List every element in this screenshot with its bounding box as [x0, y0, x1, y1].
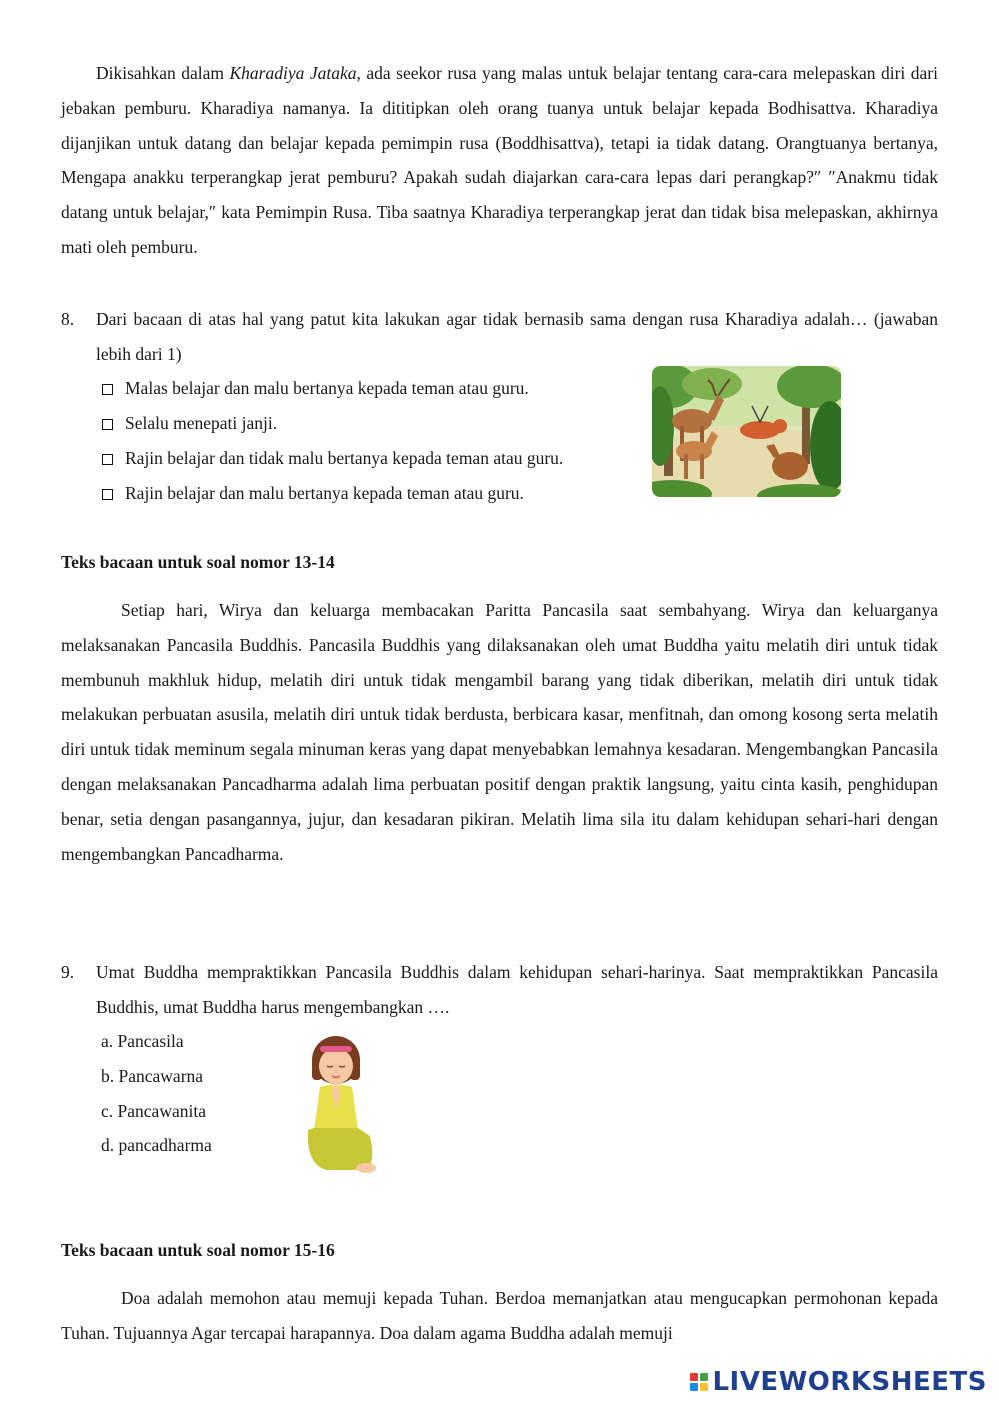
story1-title-italic: Kharadiya Jataka — [229, 63, 357, 83]
q8-option-2[interactable] — [102, 406, 277, 441]
q9-option-b-letter: b. — [101, 1066, 115, 1086]
brand-name: LIVEWORKSHEETS — [712, 1367, 987, 1397]
q9-option-a-label: Pancasila — [117, 1031, 184, 1051]
story-kharadiya-paragraph — [61, 56, 938, 265]
q9-option-c-letter: c. — [101, 1101, 114, 1121]
logo-tile-l — [690, 1373, 698, 1381]
q8-option-4[interactable] — [102, 476, 524, 511]
question-9 — [61, 955, 938, 1025]
question-9-number: 9. — [61, 962, 75, 982]
question-8-text: Dari bacaan di atas hal yang patut kita lakukan agar tidak bernasib sama dengan rusa Kharadiya adalah… (jawaban lebih dari 1) — [96, 309, 938, 364]
story-doa-paragraph: Doa adalah memohon atau memuji kepada Tuhan. Berdoa memanjatkan atau mengucapkan permohonan kepada Tuhan. Tujuannya Agar tercapai harapannya. Doa dalam agama Buddha adalah memuji — [61, 1288, 938, 1343]
logo-tile-i — [700, 1373, 708, 1381]
question-8-number: 8. — [61, 309, 75, 329]
question-8 — [61, 302, 938, 372]
q9-option-d-letter: d. — [101, 1135, 115, 1155]
checkbox-icon[interactable] — [102, 489, 113, 500]
q8-option-2-label: Selalu menepati janji. — [125, 413, 278, 433]
story1-lead: Dikisahkan dalam — [96, 63, 230, 83]
checkbox-icon[interactable] — [102, 419, 113, 430]
q8-option-3[interactable] — [102, 441, 563, 476]
q8-option-3-label: Rajin belajar dan tidak malu bertanya kepada teman atau guru. — [125, 448, 564, 468]
q9-option-a-letter: a. — [101, 1031, 114, 1051]
logo-tile-e — [700, 1383, 708, 1391]
checkbox-icon[interactable] — [102, 454, 113, 465]
q9-option-d-label: pancadharma — [118, 1135, 212, 1155]
section-heading-13-14: Teks bacaan untuk soal nomor 13-14 — [61, 552, 335, 572]
q9-option-b-label: Pancawarna — [118, 1066, 204, 1086]
checkbox-icon[interactable] — [102, 384, 113, 395]
q9-option-c-label: Pancawanita — [117, 1101, 206, 1121]
logo-tiles-icon — [690, 1373, 708, 1391]
q9-option-b[interactable] — [101, 1059, 203, 1094]
logo-tile-v — [690, 1383, 698, 1391]
q9-option-a[interactable] — [101, 1024, 184, 1059]
q8-option-1[interactable] — [102, 371, 529, 406]
q9-option-c[interactable] — [101, 1094, 206, 1129]
praying-girl-illustration — [296, 1032, 380, 1178]
deer-scene-illustration — [652, 366, 841, 497]
q8-option-4-label: Rajin belajar dan malu bertanya kepada teman atau guru. — [125, 483, 524, 503]
question-9-text: Umat Buddha mempraktikkan Pancasila Buddhis dalam kehidupan sehari-harinya. Saat mempraktikkan Pancasila Buddhis, umat Buddha harus mengembangkan …. — [96, 962, 938, 1017]
liveworksheets-logo[interactable] — [690, 1365, 987, 1399]
q8-option-1-label: Malas belajar dan malu bertanya kepada teman atau guru. — [125, 378, 529, 398]
story1-rest: , ada seekor rusa yang malas untuk belajar tentang cara-cara melepaskan diri dari jebakan pemburu. Kharadiya namanya. Ia dititipkan oleh orang tuanya untuk belajar kepada Bodhisattva. Kharadiya dijanjikan untuk datang dan belajar kepada pemimpin rusa (Boddhisattva), tetapi ia tidak datang. Orangtuanya bertanya, Mengapa anakku terperangkap jerat pemburu? Apakah sudah diajarkan cara-cara lepas dari perangkap?″ ″Anakmu tidak datang untuk belajar,″ kata Pemimpin Rusa. Tiba saatnya Kharadiya terperangkap jerat dan tidak bisa melepaskan, akhirnya mati oleh pemburu. — [61, 63, 938, 257]
story-wirya-paragraph: Setiap hari, Wirya dan keluarga membacakan Paritta Pancasila saat sembahyang. Wirya dan keluarganya melaksanakan Pancasila Buddhis. Pancasila Buddhis yang dilaksanakan oleh umat Buddha yaitu melatih diri untuk tidak membunuh makhluk hidup, melatih diri untuk tidak mengambil barang yang tidak diberikan, melatih diri untuk tidak melakukan perbuatan asusila, melatih diri untuk tidak berdusta, berbicara kasar, menfitnah, dan omong kosong serta melatih diri untuk tidak meminum segala minuman keras yang dapat menyebabkan lemahnya kesadaran. Mengembangkan Pancasila dengan melaksanakan Pancadharma adalah lima perbuatan positif dengan praktik langsung, yaitu cinta kasih, penghidupan benar, setia dengan pasangannya, jujur, dan kesadaran pikiran. Melatih lima sila itu dalam kehidupan sehari-hari dengan mengembangkan Pancadharma. — [61, 600, 938, 864]
section-heading-15-16: Teks bacaan untuk soal nomor 15-16 — [61, 1240, 335, 1260]
q9-option-d[interactable] — [101, 1128, 212, 1163]
